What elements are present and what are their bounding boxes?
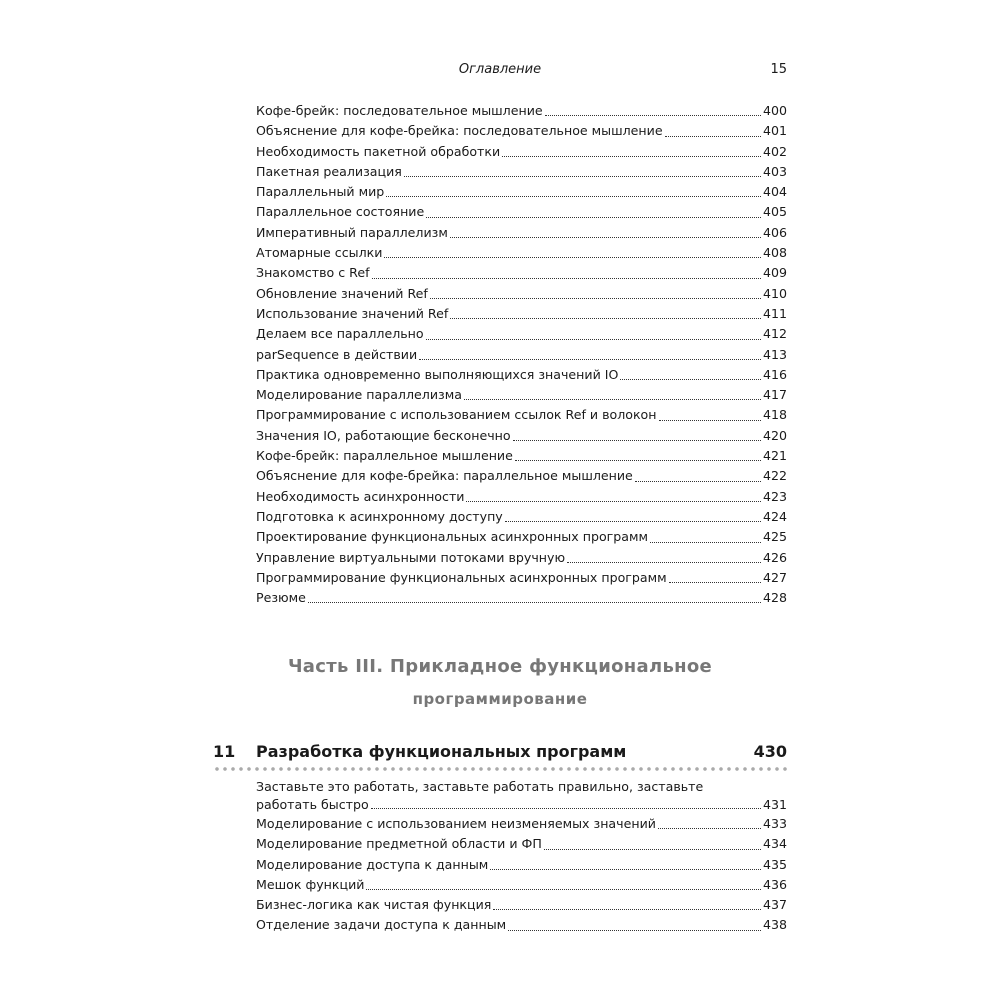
dot-leader bbox=[450, 318, 761, 319]
toc-entry-title-line1: Заставьте это работать, заставьте работать правильно, заставьте bbox=[256, 779, 704, 794]
toc-entry-title: Практика одновременно выполняющихся значений IO bbox=[256, 366, 619, 382]
dot-leader bbox=[567, 562, 761, 563]
dot-leader bbox=[419, 359, 761, 360]
toc-entry-title: Использование значений Ref bbox=[256, 305, 449, 321]
chapter-title: Разработка функциональных программ bbox=[256, 742, 627, 761]
dot-leader bbox=[545, 115, 761, 116]
dot-leader bbox=[490, 869, 761, 870]
header-title: Оглавление bbox=[458, 62, 542, 77]
toc-entry-title: Бизнес-логика как чистая функция bbox=[256, 897, 492, 913]
chapter-dotted-rule bbox=[213, 766, 787, 772]
dot-leader bbox=[665, 136, 761, 137]
toc-entry-title: Моделирование предметной области и ФП bbox=[256, 836, 542, 852]
toc-entry-page: 433 bbox=[762, 816, 787, 831]
toc-entry-title: Кофе-брейк: последовательное мышление bbox=[256, 103, 543, 118]
toc-entry-page: 437 bbox=[762, 897, 787, 913]
toc-entry-title: Управление виртуальными потоками вручную bbox=[256, 549, 566, 565]
toc-entry-title: parSequence в действии bbox=[256, 346, 418, 362]
dot-leader bbox=[366, 889, 760, 890]
dot-leader bbox=[513, 440, 761, 441]
toc-entry[interactable] bbox=[256, 304, 787, 324]
toc-entry[interactable] bbox=[256, 915, 787, 935]
toc-entry-page: 417 bbox=[762, 387, 787, 403]
dot-leader bbox=[505, 521, 761, 522]
toc-entry[interactable] bbox=[256, 834, 787, 854]
dot-leader bbox=[371, 808, 761, 809]
dot-leader bbox=[384, 257, 761, 258]
toc-entry-page: 405 bbox=[762, 204, 787, 220]
dot-leader bbox=[515, 460, 761, 461]
dot-leader bbox=[669, 582, 761, 583]
dot-leader bbox=[372, 278, 761, 279]
dot-leader bbox=[386, 196, 761, 197]
toc-entry-page: 401 bbox=[762, 123, 787, 139]
header-page-number: 15 bbox=[770, 62, 787, 77]
toc-entry-page: 422 bbox=[762, 468, 787, 484]
toc-entry[interactable] bbox=[256, 182, 787, 202]
toc-entry[interactable] bbox=[256, 446, 787, 466]
toc-entry-title: Моделирование параллелизма bbox=[256, 387, 462, 403]
toc-entry-title: Кофе-брейк: параллельное мышление bbox=[256, 448, 513, 464]
toc-entry[interactable] bbox=[256, 507, 787, 527]
toc-entry-page: 400 bbox=[762, 103, 787, 118]
toc-entry[interactable] bbox=[256, 202, 787, 222]
toc-entry-page: 436 bbox=[762, 876, 787, 892]
dot-leader bbox=[464, 399, 761, 400]
dot-leader bbox=[404, 176, 761, 177]
toc-entry-page: 427 bbox=[762, 569, 787, 585]
toc-entry-title: Значения IO, работающие бесконечно bbox=[256, 427, 511, 443]
dot-leader bbox=[650, 542, 761, 543]
toc-entry-title: Делаем все параллельно bbox=[256, 326, 424, 342]
toc-entry-title: Подготовка к асинхронному доступу bbox=[256, 508, 503, 524]
toc-entry-title: Необходимость пакетной обработки bbox=[256, 143, 501, 159]
toc-entry-page: 404 bbox=[762, 184, 787, 200]
toc-entry-page: 416 bbox=[762, 366, 787, 382]
toc-entry-page: 408 bbox=[762, 245, 787, 261]
part-title-line1: Часть III. Прикладное функциональное bbox=[287, 656, 713, 677]
dot-leader bbox=[502, 156, 761, 157]
toc-entry-page: 410 bbox=[762, 285, 787, 301]
toc-entry[interactable] bbox=[256, 895, 787, 915]
toc-entry-title: Атомарные ссылки bbox=[256, 245, 383, 261]
toc-entry-page: 434 bbox=[762, 836, 787, 852]
dot-leader bbox=[466, 501, 760, 502]
toc-entry-title: Параллельное состояние bbox=[256, 204, 425, 220]
toc-list bbox=[256, 101, 787, 608]
toc-entry-title: Параллельный мир bbox=[256, 184, 385, 200]
chapter-toc-list bbox=[256, 778, 787, 936]
dot-leader bbox=[450, 237, 761, 238]
toc-entry-page: 413 bbox=[762, 346, 787, 362]
toc-entry-page: 409 bbox=[762, 265, 787, 281]
toc-entry[interactable] bbox=[256, 568, 787, 588]
chapter-page: 430 bbox=[753, 742, 787, 761]
toc-entry-title: Знакомство с Ref bbox=[256, 265, 370, 281]
toc-entry[interactable] bbox=[256, 548, 787, 568]
toc-entry-page: 421 bbox=[762, 448, 787, 464]
toc-entry-page: 438 bbox=[762, 917, 787, 933]
toc-entry-title: Объяснение для кофе-брейка: последовательное мышление bbox=[256, 123, 663, 139]
dot-leader bbox=[493, 909, 761, 910]
toc-entry[interactable] bbox=[256, 142, 787, 162]
toc-entry[interactable] bbox=[256, 365, 787, 385]
toc-entry-page: 420 bbox=[762, 427, 787, 443]
toc-entry[interactable] bbox=[256, 324, 787, 344]
running-header bbox=[213, 60, 787, 80]
toc-entry-title: Моделирование с использованием неизменяемых значений bbox=[256, 816, 656, 831]
toc-entry[interactable] bbox=[256, 855, 787, 875]
toc-entry-title: Отделение задачи доступа к данным bbox=[256, 917, 507, 933]
toc-entry[interactable] bbox=[256, 487, 787, 507]
dot-leader bbox=[620, 379, 761, 380]
toc-entry-title: Проектирование функциональных асинхронных программ bbox=[256, 529, 648, 545]
dot-leader bbox=[658, 828, 761, 829]
part-heading bbox=[213, 650, 787, 714]
toc-entry-page: 411 bbox=[762, 305, 787, 321]
dot-leader bbox=[659, 420, 761, 421]
toc-entry[interactable] bbox=[256, 263, 787, 283]
dot-leader bbox=[426, 217, 761, 218]
toc-entry[interactable] bbox=[256, 345, 787, 365]
toc-entry[interactable] bbox=[256, 426, 787, 446]
toc-entry[interactable] bbox=[256, 223, 787, 243]
dot-leader bbox=[635, 481, 761, 482]
toc-entry[interactable] bbox=[256, 778, 787, 814]
toc-entry[interactable] bbox=[256, 814, 787, 834]
toc-entry[interactable] bbox=[256, 243, 787, 263]
toc-entry[interactable] bbox=[256, 875, 787, 895]
toc-entry-title: Моделирование доступа к данным bbox=[256, 856, 489, 872]
toc-entry[interactable] bbox=[256, 385, 787, 405]
toc-entry-page: 426 bbox=[762, 549, 787, 565]
toc-entry[interactable] bbox=[256, 588, 787, 608]
toc-entry-page: 435 bbox=[762, 856, 787, 872]
toc-entry-page: 423 bbox=[762, 488, 787, 504]
toc-entry-title: Императивный параллелизм bbox=[256, 224, 448, 240]
toc-entry-page: 406 bbox=[762, 224, 787, 240]
toc-entry-title: Программирование с использованием ссылок Ref и волокон bbox=[256, 407, 657, 423]
toc-entry-page: 402 bbox=[762, 143, 787, 159]
toc-entry[interactable] bbox=[256, 527, 787, 547]
toc-entry[interactable] bbox=[256, 101, 787, 121]
toc-entry-title: Программирование функциональных асинхронных программ bbox=[256, 569, 667, 585]
dot-leader bbox=[430, 298, 761, 299]
chapter-heading[interactable] bbox=[213, 738, 787, 766]
toc-entry[interactable] bbox=[256, 466, 787, 486]
dot-leader bbox=[544, 849, 761, 850]
toc-entry-title-line2: работать быстро bbox=[256, 797, 369, 812]
toc-entry-page: 403 bbox=[762, 163, 787, 179]
toc-entry-title: Мешок функций bbox=[256, 876, 365, 892]
toc-entry[interactable] bbox=[256, 405, 787, 425]
toc-entry-page: 424 bbox=[762, 508, 787, 524]
toc-entry-title: Пакетная реализация bbox=[256, 163, 402, 179]
toc-entry-title: Объяснение для кофе-брейка: параллельное мышление bbox=[256, 468, 633, 484]
toc-entry-page: 431 bbox=[762, 797, 787, 812]
toc-entry-title: Резюме bbox=[256, 590, 306, 606]
dot-leader bbox=[308, 602, 761, 603]
toc-entry-page: 428 bbox=[762, 590, 787, 606]
toc-entry-page: 425 bbox=[762, 529, 787, 545]
toc-entry-page: 412 bbox=[762, 326, 787, 342]
toc-entry-page: 418 bbox=[762, 407, 787, 423]
toc-entry-title: Обновление значений Ref bbox=[256, 285, 428, 301]
chapter-number: 11 bbox=[213, 742, 236, 761]
toc-entry[interactable] bbox=[256, 284, 787, 304]
toc-entry[interactable] bbox=[256, 121, 787, 141]
dot-leader bbox=[508, 930, 761, 931]
dot-leader bbox=[426, 339, 761, 340]
part-title-line2: программирование bbox=[412, 690, 588, 708]
toc-entry-title: Необходимость асинхронности bbox=[256, 488, 465, 504]
toc-entry[interactable] bbox=[256, 162, 787, 182]
